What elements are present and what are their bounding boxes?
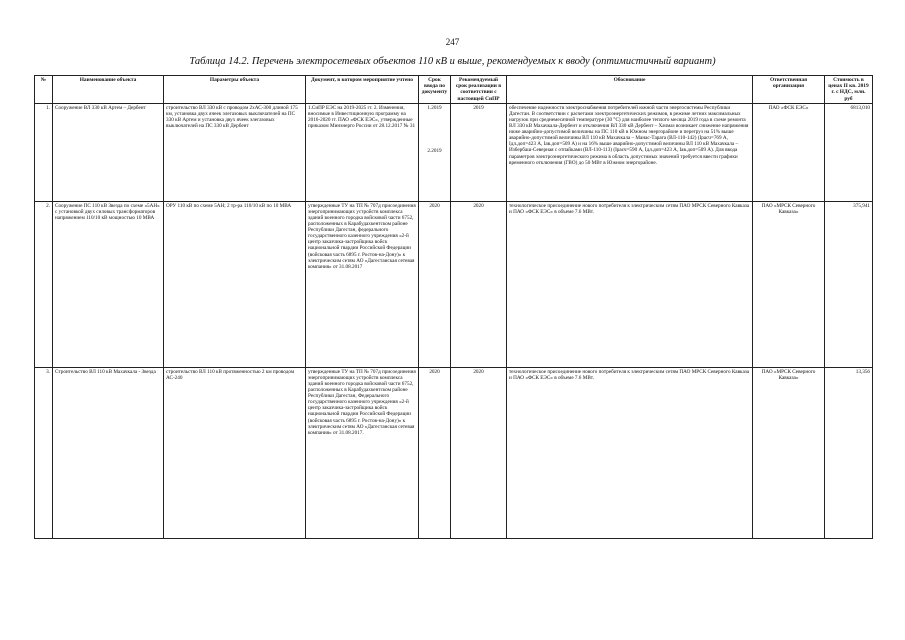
- header-cost: Стоимость в ценах II кв. 2019 г. с НДС, млн. руб: [825, 76, 873, 104]
- object-cost: 375,941: [825, 201, 873, 367]
- header-term: Срок ввода по документу: [419, 76, 451, 104]
- object-term: 2020: [419, 367, 451, 538]
- table-row: [35, 367, 873, 538]
- objects-table: [34, 75, 873, 539]
- table-header-row: [35, 76, 873, 104]
- object-justification: технологическое присоединение нового потребителя к электрическим сетям ПАО МРСК Северного Кавказа и ПАО «ФСК ЕЭС» в объеме 7.6 МВт.: [507, 367, 753, 538]
- page-number: 247: [445, 37, 460, 47]
- header-recommended: Рекомендуемый срок реализации в соответствии с настоящей СиПР: [451, 76, 507, 104]
- object-document: утвержденные ТУ на ТП № 707д присоединения энергопринимающих устройств комплекса зданий военного городка войсковой части 6752, расположенных в Карабудахкентском районе Республики Дагестан, федерального государственного казенного учреждения «2-й центр заказчика-застройщика войск национальной гвардии Российской Федерации (войсковая часть 6895 г. Ростов-на-Дону)» к электрическим сетям АО «Дагестанская сетевая компания» от 31.08.2017: [306, 201, 419, 367]
- object-org: ПАО «МРСК Северного Кавказа»: [753, 367, 825, 538]
- term-second: 2.2019: [427, 147, 442, 154]
- row-number: 1.: [35, 103, 53, 201]
- object-name: Строительство ВЛ 110 кВ Махачкала - Звезда: [53, 367, 164, 538]
- object-term: 2020: [419, 201, 451, 367]
- row-number: 3.: [35, 367, 53, 538]
- object-recommended: 2020: [451, 367, 507, 538]
- object-recommended: 2019: [451, 103, 507, 201]
- object-justification: технологическое присоединение нового потребителя к электрическим сетям ПАО МРСК Северного Кавказа и ПАО «ФСК ЕЭС» в объеме 7.6 МВт.: [507, 201, 753, 367]
- object-name: Сооружение ВЛ 330 кВ Артем – Дербент: [53, 103, 164, 201]
- object-justification: обеспечение надежности электроснабжения потребителей южной части энергосистемы Республики Дагестан. В соответствии с расчетами электроэнергетических режимов, в режиме летних максимальных нагрузок при среднемесячной температуре (30 °С) для наиболее теплого месяца 2019 года в схеме ремонта ВЛ 330 кВ Махачкала-Дербент и отключения ВЛ 330 кВ Дербент – Хачмаз возникает снижение напряжения ниже аварийно-допустимой величины на ПС 110 кВ в Южном энергорайоне и перегруз на 51% выше аварийно-допустимой величины ВЛ 110 кВ Махачкала – Манас-Тарага (ВЛ-110-142) (Iрасч=769 А, Iдл.доп=423 А, Iав.доп=509 А) и на 16% выше аварийно-допустимой величины ВЛ 110 кВ Махачкала – Избербаш-Северная с отпайками (ВЛ-110-113) (Iрасч=590 А, Iдл.доп=423 А, Iав.доп=509 А). Для ввода параметров электроэнергетического режима в область допустимых значений требуется ввести графики временного отключения (ГВО) до 50 МВт в Южном энергорайоне.: [507, 103, 753, 201]
- table-row: [35, 201, 873, 367]
- object-document: утвержденные ТУ на ТП № 707д присоединения энергопринимающих устройств комплекса зданий военного городка войсковой части 6752, расположенных в Карабудахкентском районе Республики Дагестан, Федерального государственного казенного учреждения «2-й центр заказчика-застройщика войск национальной гвардии Российской Федерации (войсковая часть 6895 г. Ростов-на-Дону)» к электрическим сетям АО «Дагестанская сетевая компания» от 31.08.2017.: [306, 367, 419, 538]
- header-org: Ответственная организация: [753, 76, 825, 104]
- header-justification: Обоснование: [507, 76, 753, 104]
- object-document: 1.СиПР ЕЭС на 2019-2025 гг. 2. Изменения, вносимые в Инвестиционную программу на 2016-2020 гг. ПАО «ФСК ЕЭС», утвержденные приказом Минэнерго России от 28.12.2017 № 31: [306, 103, 419, 201]
- term-first: 1.2019: [427, 104, 442, 111]
- header-params: Параметры объекта: [164, 76, 306, 104]
- object-cost: 13,356: [825, 367, 873, 538]
- object-org: ПАО «МРСК Северного Кавказа»: [753, 201, 825, 367]
- object-org: ПАО «ФСК ЕЭС»: [753, 103, 825, 201]
- row-number: 2.: [35, 201, 53, 367]
- table-row: [35, 103, 873, 201]
- table-caption: Таблица 14.2. Перечень электросетевых объектов 110 кВ и выше, рекомендуемых к вводу (оптимистичный вариант): [189, 56, 716, 67]
- object-name: Сооружение ПС 110 кВ Звезда по схеме «5АН» с установкой двух силовых трансформаторов напряжением 110/10 кВ мощностью 10 МВА: [53, 201, 164, 367]
- header-name: Наименование объекта: [53, 76, 164, 104]
- object-cost: 6813,010: [825, 103, 873, 201]
- object-params: строительство ВЛ 110 кВ протяженностью 2 км проводом АС-240: [164, 367, 306, 538]
- header-document: Документ, в котором мероприятие учтено: [306, 76, 419, 104]
- object-params: строительство ВЛ 330 кВ с проводом 2хАС-300 длиной 175 км, установка двух ячеек элегазовых выключателей на ПС 330 кВ Артем и установка двух ячеек элегазовых выключателей на ПС 330 кВ Дербент: [164, 103, 306, 201]
- object-params: ОРУ 110 кВ по схеме 5АН; 2 тр-ра 110/10 кВ по 10 МВА: [164, 201, 306, 367]
- header-num: №: [35, 76, 53, 104]
- object-recommended: 2020: [451, 201, 507, 367]
- object-term: [419, 103, 451, 201]
